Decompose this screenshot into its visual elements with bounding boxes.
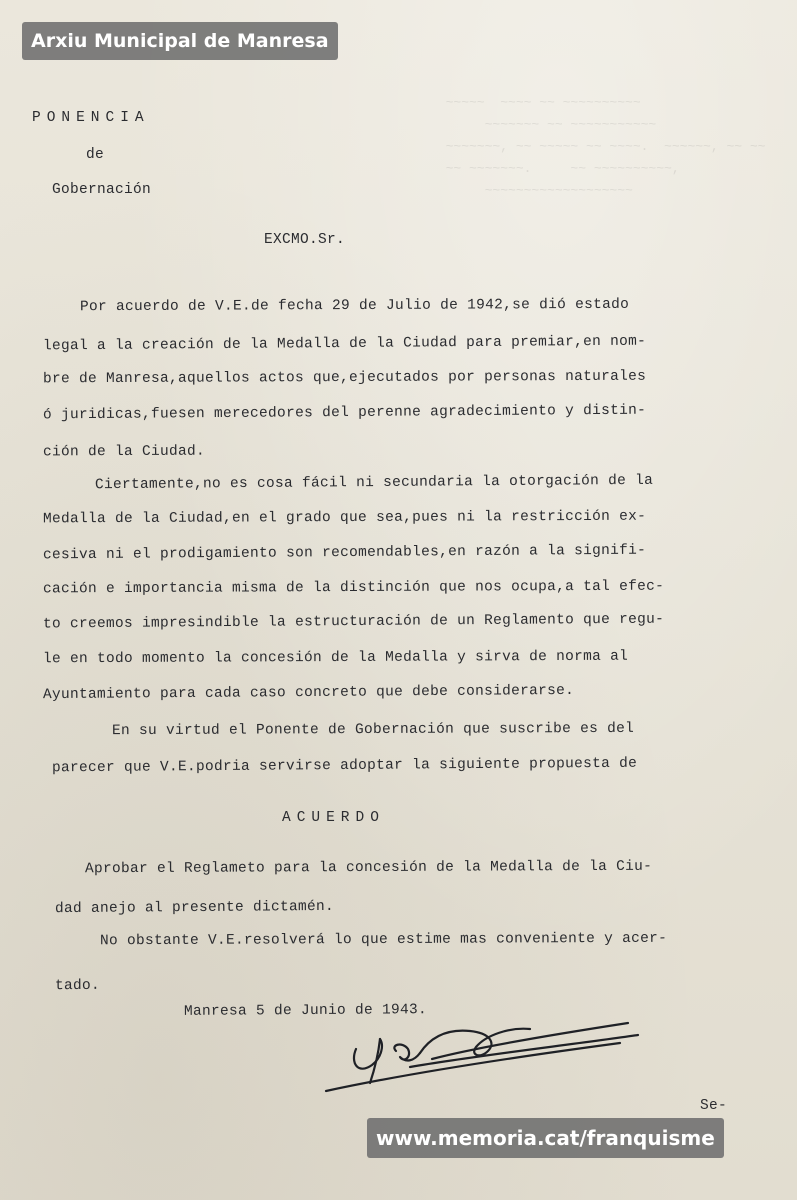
acuerdo-line: No obstante V.E.resolverá lo que estime mas conveniente y acer- (99, 930, 668, 950)
page-continuation: Se- (700, 1098, 728, 1114)
body-line: cación e importancia misma de la distinción que nos ocupa,a tal efec- (42, 578, 665, 598)
body-line: Ayuntamiento para cada caso concreto que debe considerarse. (42, 682, 575, 704)
header-gobernacion: Gobernación (52, 182, 152, 198)
body-line: le en todo momento la concesión de la Medalla y sirva de norma al (42, 648, 629, 668)
body-line: ó juridicas,fuesen merecedores del perenne agradecimiento y distin- (42, 402, 647, 424)
body-line: parecer que V.E.podria servirse adoptar la siguiente propuesta de (51, 755, 638, 777)
archive-watermark: Arxiu Municipal de Manresa (22, 22, 338, 60)
body-line: En su virtud el Ponente de Gobernación que suscribe es del (111, 720, 635, 740)
body-line: Por acuerdo de V.E.de fecha 29 de Julio de 1942,se dió estado (79, 296, 630, 316)
header-de: de (86, 147, 105, 163)
handwritten-signature (320, 1005, 650, 1100)
acuerdo-line: tado. (54, 977, 101, 995)
website-watermark: www.memoria.cat/franquisme (367, 1118, 724, 1158)
body-line: ción de la Ciudad. (42, 443, 206, 461)
body-line: cesiva ni el prodigamiento son recomendables,en razón a la signifi- (42, 542, 647, 564)
bleed-through-text: ~~~~~ ~~~~ ~~ ~~~~~~~~~~ ~~~~~~~ ~~ ~~~~~~~~~~~ ~~~~~~~, ~~ ~~~~~ ~~ ~~~~. ~~~~~~, ~~ ~~ ~~ ~~~~~~~. ~~ ~~~~~~~~~~, ~~~~~~~~~~~~~~~~~~~ (445, 95, 766, 198)
acuerdo-heading: ACUERDO (282, 810, 385, 826)
header-ponencia: PONENCIA (32, 110, 150, 126)
acuerdo-line: dad anejo al presente dictamén. (54, 898, 335, 918)
body-line: legal a la creación de la Medalla de la Ciudad para premiar,en nom- (42, 333, 647, 355)
body-line: to creemos impresindible la estructuración de un Reglamento que regu- (42, 611, 665, 633)
body-line: bre de Manresa,aquellos actos que,ejecutados por personas naturales (42, 368, 647, 388)
body-line: Ciertamente,no es cosa fácil ni secundaria la otorgación de la (94, 472, 654, 494)
body-line: Medalla de la Ciudad,en el grado que sea,pues ni la restricción ex- (42, 508, 647, 528)
date-line: Manresa 5 de Junio de 1943. (183, 1002, 428, 1020)
acuerdo-line: Aprobar el Reglameto para la concesión de la Medalla de la Ciu- (84, 858, 653, 878)
salutation: EXCMO.Sr. (264, 232, 346, 248)
